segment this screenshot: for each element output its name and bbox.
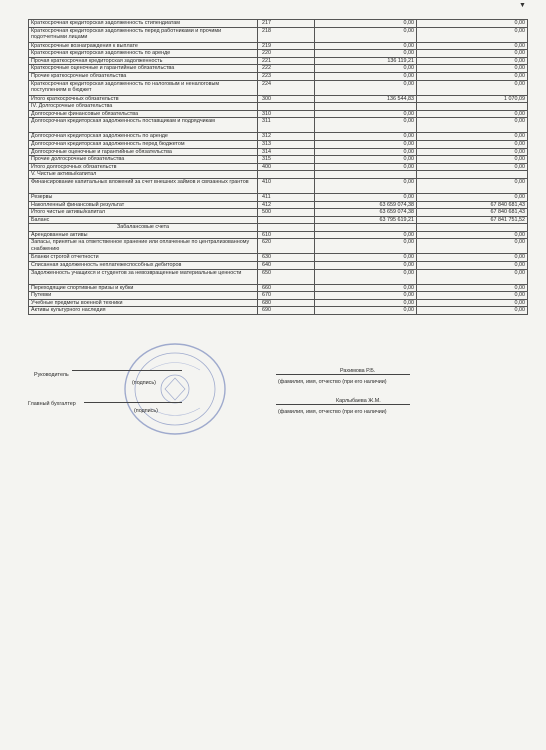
row-value-start: 0,00 <box>315 80 417 95</box>
row-value-end: 67 841 751,52 <box>417 216 528 224</box>
table-row <box>29 171 528 179</box>
row-code: 640 <box>258 262 315 270</box>
table-row <box>29 262 528 270</box>
row-label: Резервы <box>29 193 258 201</box>
row-code: 610 <box>258 231 315 239</box>
row-label: Итого краткосрочных обязательств <box>29 95 258 103</box>
row-code: 219 <box>258 42 315 50</box>
row-code: 500 <box>258 209 315 217</box>
row-value-end: 0,00 <box>417 269 528 284</box>
balance-table <box>28 19 528 315</box>
row-value-end <box>417 224 528 232</box>
row-value-end: 0,00 <box>417 193 528 201</box>
table-row <box>29 307 528 315</box>
row-value-start <box>315 224 417 232</box>
row-code: 224 <box>258 80 315 95</box>
table-row <box>29 193 528 201</box>
row-code: 690 <box>258 307 315 315</box>
row-code: 314 <box>258 148 315 156</box>
row-value-start: 0,00 <box>315 156 417 164</box>
table-row <box>29 148 528 156</box>
table-row <box>29 254 528 262</box>
corner-mark: ▼ <box>519 2 526 9</box>
row-code: 311 <box>258 118 315 133</box>
row-label: Задолженность учащихся и студентов за невозвращенные материальные ценности <box>29 269 258 284</box>
row-value-start: 0,00 <box>315 269 417 284</box>
row-code: 680 <box>258 299 315 307</box>
row-value-end: 0,00 <box>417 57 528 65</box>
row-label: Прочие краткосрочные обязательства <box>29 72 258 80</box>
head-name: Рахимова Р.Б. <box>340 368 376 374</box>
row-value-start: 0,00 <box>315 262 417 270</box>
row-value-start: 0,00 <box>315 148 417 156</box>
row-code: 670 <box>258 292 315 300</box>
row-value-end: 0,00 <box>417 156 528 164</box>
row-label: Итого чистые активы/капитал <box>29 209 258 217</box>
balance-table-body <box>29 20 528 315</box>
table-row <box>29 239 528 254</box>
table-row <box>29 27 528 42</box>
row-label: Краткосрочная кредиторская задолженность по налоговым и неналоговым поступлениям в бюджет <box>29 80 258 95</box>
row-value-end: 0,00 <box>417 50 528 58</box>
row-label: Краткосрочная кредиторская задолженность по аренде <box>29 50 258 58</box>
row-value-start: 63 659 074,38 <box>315 209 417 217</box>
official-stamp <box>120 340 230 438</box>
table-row <box>29 140 528 148</box>
table-row <box>29 178 528 193</box>
row-value-start: 0,00 <box>315 42 417 50</box>
head-name-caption: (фамилия, имя, отчество (при его наличии) <box>278 379 387 385</box>
row-label: Краткосрочные оценочные и гарантийные обязательства <box>29 65 258 73</box>
row-value-end <box>417 103 528 111</box>
row-label: Долгосрочная кредиторская задолженность по аренде <box>29 133 258 141</box>
row-value-end: 1 070,09 <box>417 95 528 103</box>
row-value-end: 0,00 <box>417 262 528 270</box>
row-value-start <box>315 103 417 111</box>
table-row <box>29 133 528 141</box>
row-value-end: 0,00 <box>417 80 528 95</box>
row-value-end: 0,00 <box>417 254 528 262</box>
table-row <box>29 42 528 50</box>
table-row <box>29 216 528 224</box>
row-value-end: 0,00 <box>417 65 528 73</box>
row-code: 400 <box>258 163 315 171</box>
row-value-start: 0,00 <box>315 307 417 315</box>
row-value-start: 0,00 <box>315 65 417 73</box>
table-row <box>29 209 528 217</box>
row-value-start: 0,00 <box>315 50 417 58</box>
row-value-start: 0,00 <box>315 284 417 292</box>
accountant-name-line <box>276 404 410 405</box>
row-value-end: 0,00 <box>417 140 528 148</box>
table-row <box>29 80 528 95</box>
row-label: IV. Долгосрочные обязательства <box>29 103 258 111</box>
row-code: 412 <box>258 201 315 209</box>
row-value-start: 0,00 <box>315 72 417 80</box>
row-label: Прочая краткосрочная кредиторская задолженность <box>29 57 258 65</box>
table-row <box>29 95 528 103</box>
row-value-end: 0,00 <box>417 292 528 300</box>
row-code: 222 <box>258 65 315 73</box>
row-code: 223 <box>258 72 315 80</box>
row-code: 630 <box>258 254 315 262</box>
row-code: 650 <box>258 269 315 284</box>
head-label: Руководитель <box>34 372 69 378</box>
row-value-end: 0,00 <box>417 307 528 315</box>
row-code <box>258 216 315 224</box>
row-value-start: 0,00 <box>315 118 417 133</box>
row-label: Краткосрочные вознаграждения к выплате <box>29 42 258 50</box>
row-value-end: 0,00 <box>417 118 528 133</box>
row-value-start: 0,00 <box>315 140 417 148</box>
row-value-start: 0,00 <box>315 110 417 118</box>
row-label: Активы культурного наследия <box>29 307 258 315</box>
row-value-end: 0,00 <box>417 133 528 141</box>
row-label: Долгосрочные оценочные и гарантийные обязательства <box>29 148 258 156</box>
head-name-line <box>276 374 410 375</box>
row-code <box>258 171 315 179</box>
accountant-sign-line <box>84 402 182 403</box>
row-code: 218 <box>258 27 315 42</box>
row-value-start: 0,00 <box>315 133 417 141</box>
row-value-start: 0,00 <box>315 292 417 300</box>
accountant-sign-caption: (подпись) <box>134 408 158 414</box>
row-code: 313 <box>258 140 315 148</box>
row-value-end: 0,00 <box>417 72 528 80</box>
table-row <box>29 299 528 307</box>
row-value-end: 0,00 <box>417 27 528 42</box>
row-value-end: 0,00 <box>417 20 528 28</box>
table-row <box>29 103 528 111</box>
row-label: Списанная задолженность неплатежеспособных дебиторов <box>29 262 258 270</box>
row-value-end <box>417 171 528 179</box>
row-value-start: 63 795 619,21 <box>315 216 417 224</box>
table-row <box>29 57 528 65</box>
row-code <box>258 224 315 232</box>
row-value-end: 67 840 681,43 <box>417 209 528 217</box>
row-value-start: 0,00 <box>315 163 417 171</box>
row-label: Путевки <box>29 292 258 300</box>
table-row <box>29 118 528 133</box>
row-label: Прочие долгосрочные обязательства <box>29 156 258 164</box>
row-code: 315 <box>258 156 315 164</box>
row-label: Долгосрочная кредиторская задолженность перед бюджетом <box>29 140 258 148</box>
table-row <box>29 50 528 58</box>
table-row <box>29 156 528 164</box>
row-code: 300 <box>258 95 315 103</box>
row-label: V. Чистые активы/капитал <box>29 171 258 179</box>
table-row <box>29 224 528 232</box>
row-label: Накопленный финансовый результат <box>29 201 258 209</box>
row-code: 217 <box>258 20 315 28</box>
row-value-start: 0,00 <box>315 299 417 307</box>
row-value-start: 136 544,83 <box>315 95 417 103</box>
accountant-name-caption: (фамилия, имя, отчество (при его наличии) <box>278 409 387 415</box>
row-value-start: 0,00 <box>315 27 417 42</box>
row-code: 620 <box>258 239 315 254</box>
row-value-start: 63 659 074,38 <box>315 201 417 209</box>
table-row <box>29 65 528 73</box>
row-value-start: 136 119,21 <box>315 57 417 65</box>
row-code: 312 <box>258 133 315 141</box>
head-sign-line <box>72 370 182 371</box>
row-value-start: 0,00 <box>315 20 417 28</box>
row-label: Забалансовые счета <box>29 224 258 232</box>
row-value-end: 0,00 <box>417 299 528 307</box>
row-value-end: 0,00 <box>417 110 528 118</box>
table-row <box>29 292 528 300</box>
row-value-end: 0,00 <box>417 42 528 50</box>
table-row <box>29 201 528 209</box>
head-sign-caption: (подпись) <box>132 380 156 386</box>
table-row <box>29 20 528 28</box>
accountant-label: Главный бухгалтер <box>28 401 76 407</box>
row-value-end: 0,00 <box>417 163 528 171</box>
row-value-end: 67 840 681,43 <box>417 201 528 209</box>
row-label: Переходящие спортивные призы и кубки <box>29 284 258 292</box>
row-label: Краткосрочная кредиторская задолженность стипендиатам <box>29 20 258 28</box>
row-code: 660 <box>258 284 315 292</box>
row-value-end: 0,00 <box>417 231 528 239</box>
row-code: 220 <box>258 50 315 58</box>
row-value-end: 0,00 <box>417 239 528 254</box>
row-value-end: 0,00 <box>417 284 528 292</box>
row-value-start: 0,00 <box>315 239 417 254</box>
row-value-start: 0,00 <box>315 193 417 201</box>
row-value-start <box>315 171 417 179</box>
table-row <box>29 284 528 292</box>
table-row <box>29 72 528 80</box>
table-row <box>29 231 528 239</box>
row-code: 410 <box>258 178 315 193</box>
row-label: Бланки строгой отчетности <box>29 254 258 262</box>
row-label: Баланс <box>29 216 258 224</box>
row-value-start: 0,00 <box>315 231 417 239</box>
row-value-start: 0,00 <box>315 178 417 193</box>
row-label: Арендованные активы <box>29 231 258 239</box>
row-code <box>258 103 315 111</box>
row-code: 310 <box>258 110 315 118</box>
row-label: Краткосрочная кредиторская задолженность перед работниками и прочими подотчетными лицами <box>29 27 258 42</box>
row-label: Долгосрочная кредиторская задолженность поставщикам и подрядчикам <box>29 118 258 133</box>
row-value-end: 0,00 <box>417 148 528 156</box>
row-value-end: 0,00 <box>417 178 528 193</box>
row-code: 221 <box>258 57 315 65</box>
row-code: 411 <box>258 193 315 201</box>
row-label: Долгосрочные финансовые обязательства <box>29 110 258 118</box>
row-label: Финансирование капитальных вложений за счет внешних займов и связанных грантов <box>29 178 258 193</box>
table-row <box>29 110 528 118</box>
accountant-name: Карлыбаева Ж.М. <box>336 398 381 404</box>
row-label: Итого долгосрочных обязательств <box>29 163 258 171</box>
table-row <box>29 269 528 284</box>
table-row <box>29 163 528 171</box>
row-label: Запасы, принятые на ответственное хранение или оплаченные по централизованному снабжению <box>29 239 258 254</box>
row-value-start: 0,00 <box>315 254 417 262</box>
row-label: Учебные предметы военной техники <box>29 299 258 307</box>
